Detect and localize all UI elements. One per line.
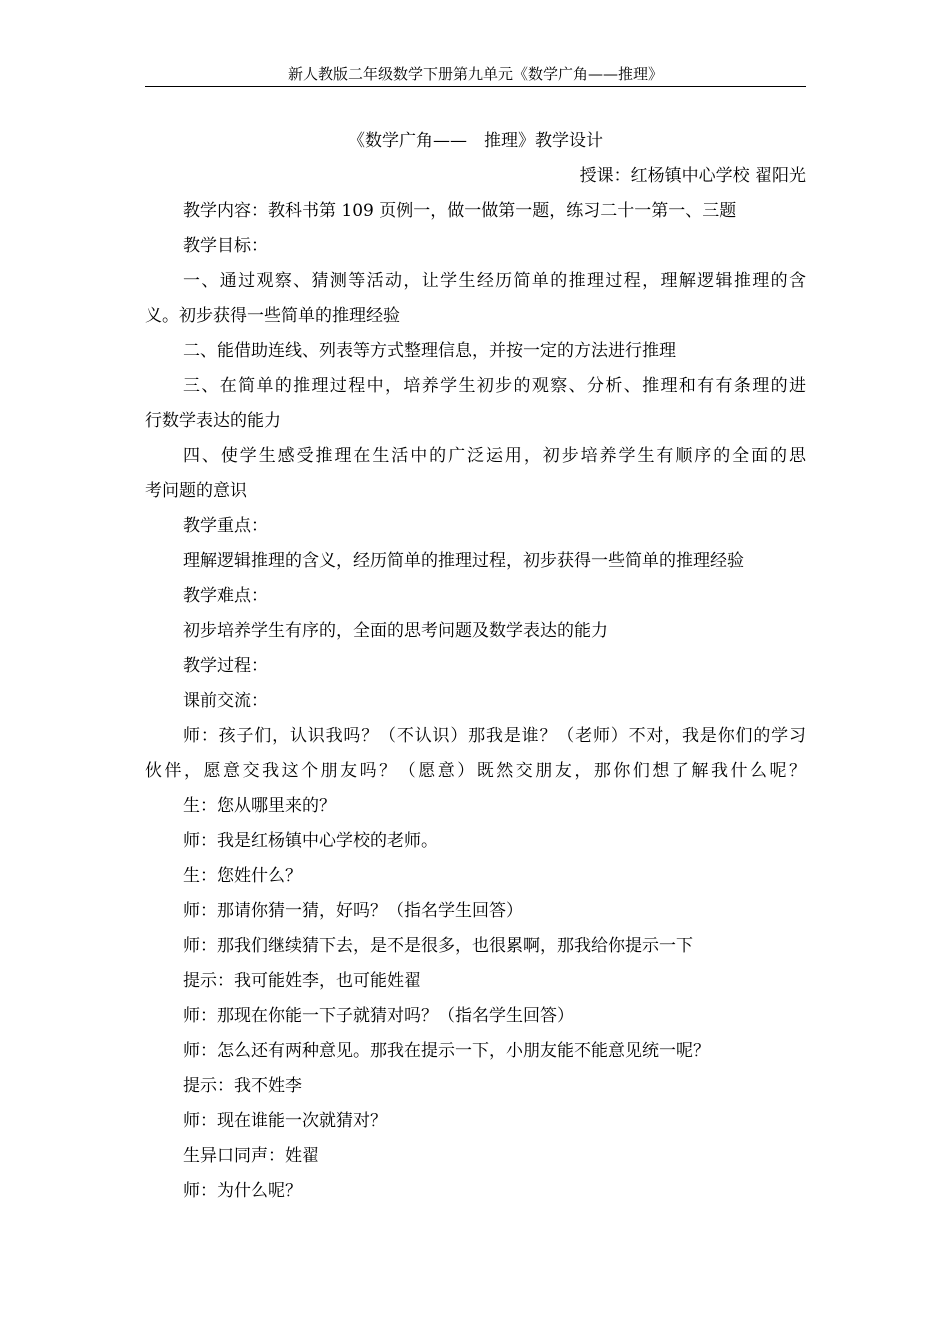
key-points-label: 教学重点： (183, 516, 268, 536)
dialogue-line: 生异口同声：姓翟 (183, 1146, 319, 1166)
goal-2: 二、能借助连线、列表等方式整理信息，并按一定的方法进行推理 (183, 341, 676, 361)
key-points-text: 理解逻辑推理的含义，经历简单的推理过程，初步获得一些简单的推理经验 (183, 551, 744, 571)
goal-4-line-1: 四、使学生感受推理在生活中的广泛运用，初步培养学生有顺序的全面的思 (183, 446, 806, 466)
dialogue-line: 伙伴，愿意交我这个朋友吗？（愿意）既然交朋友，那你们想了解我什么呢？ (145, 761, 806, 781)
difficulty-label: 教学难点： (183, 586, 268, 606)
dialogue-line: 师：那我们继续猜下去，是不是很多，也很累啊，那我给你提示一下 (183, 936, 693, 956)
dialogue-line: 提示：我不姓李 (183, 1076, 302, 1096)
document-title: 《数学广角—— 推理》教学设计 (348, 131, 603, 151)
goals-label: 教学目标： (183, 236, 268, 256)
dialogue-line: 师：那现在你能一下子就猜对吗？（指名学生回答） (183, 1006, 574, 1026)
dialogue-line: 师：我是红杨镇中心学校的老师。 (183, 831, 438, 851)
dialogue-line: 师：怎么还有两种意见。那我在提示一下，小朋友能不能意见统一呢？ (183, 1041, 710, 1061)
goal-3-line-2: 行数学表达的能力 (145, 411, 281, 431)
dialogue-line: 师：现在谁能一次就猜对？ (183, 1111, 387, 1131)
goal-1-line-2: 义。初步获得一些简单的推理经验 (145, 306, 400, 326)
dialogue-line: 生：您从哪里来的？ (183, 796, 336, 816)
dialogue-line: 生：您姓什么？ (183, 866, 302, 886)
process-label: 教学过程： (183, 656, 268, 676)
dialogue-line: 提示：我可能姓李，也可能姓翟 (183, 971, 421, 991)
goal-1-line-1: 一、通过观察、猜测等活动，让学生经历简单的推理过程，理解逻辑推理的含 (183, 271, 806, 291)
dialogue-line: 师：那请你猜一猜，好吗？（指名学生回答） (183, 901, 523, 921)
teaching-content: 教学内容：教科书第 109 页例一，做一做第一题，练习二十一第一、三题 (183, 201, 737, 221)
difficulty-text: 初步培养学生有序的，全面的思考问题及数学表达的能力 (183, 621, 608, 641)
goal-3-line-1: 三、在简单的推理过程中，培养学生初步的观察、分析、推理和有有条理的进 (183, 376, 806, 396)
header-divider (145, 86, 806, 87)
author-line: 授课：红杨镇中心学校 翟阳光 (579, 166, 806, 186)
preclass-label: 课前交流： (183, 691, 268, 711)
goal-4-line-2: 考问题的意识 (145, 481, 247, 501)
page-header: 新人教版二年级数学下册第九单元《数学广角——推理》 (287, 65, 663, 83)
dialogue-line: 师：为什么呢？ (183, 1181, 302, 1201)
document-body (145, 124, 806, 1209)
dialogue-line: 师：孩子们，认识我吗？（不认识）那我是谁？（老师）不对，我是你们的学习 (183, 726, 806, 746)
